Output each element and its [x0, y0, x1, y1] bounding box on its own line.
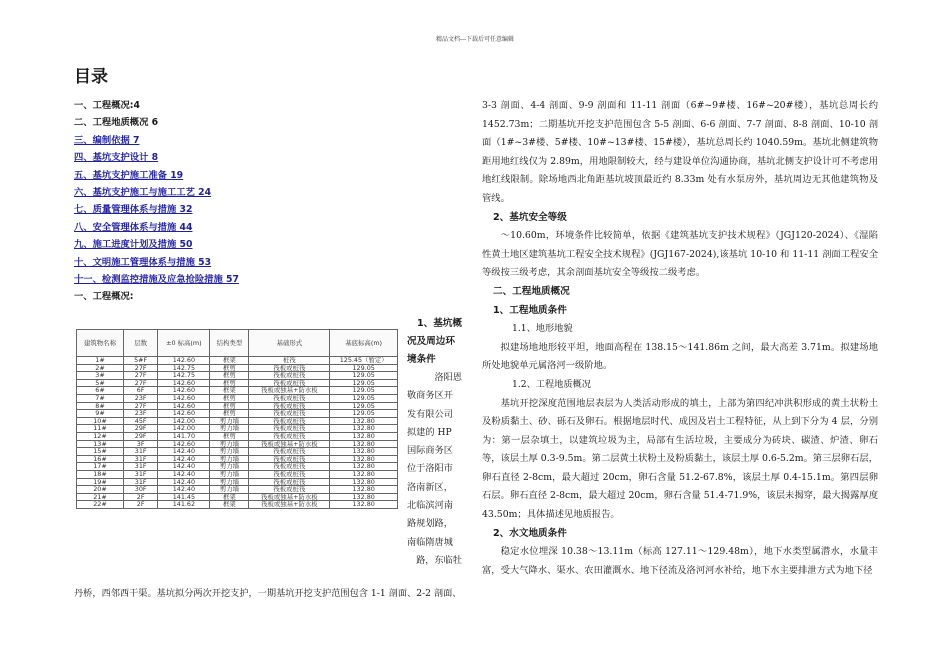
toc-link[interactable]: 七、质量管理体系与措施 32 [74, 204, 193, 216]
toc-link[interactable]: 六、基坑支护施工与施工工艺 24 [74, 186, 212, 198]
side-heading-line: 1、基坑概 [416, 318, 462, 329]
section-heading: 二、工程地质概况 [493, 285, 570, 297]
table-row [77, 486, 398, 494]
side-text-line: 国际商务区 [407, 445, 453, 457]
table-cell: 剪力墙 [210, 440, 249, 448]
table-cell: 框架 [210, 357, 249, 365]
table-cell: 142.75 [158, 372, 210, 380]
table-header-cell: 建筑物名称 [77, 330, 124, 357]
table-cell: 129.05 [330, 364, 398, 372]
table-cell: 27F [123, 372, 157, 380]
table-cell: 132.80 [330, 440, 398, 448]
table-cell: 框剪 [210, 394, 249, 402]
table-cell: 框架 [210, 493, 249, 501]
table-header-cell: 基础形式 [249, 330, 330, 357]
table-cell: 剪力墙 [210, 425, 249, 433]
table-cell: 框剪 [210, 379, 249, 387]
table-cell: 141.70 [158, 432, 210, 440]
paragraph: 基坑开挖深度范围地层表层为人类活动形成的填土，上部为第四纪冲洪积形成的黄土状粉土及粉质黏土、砂、砾石及卵石。根据地层时代、成因及岩土工程特征，从上到下分为 4 层，分别为：第一层杂填土，以建筑垃圾为主，局部有生活垃圾，主要成分为砖块、碳渣、炉渣、卵石等，该层土厚 0.3-9.5m。第二层黄土状粉土及粉质黏土，该层土厚 0.6-5.2m。第三层卵石层，卵石直径 2-8cm，最大超过 20cm，卵石含量 51.2-67.8%，该层土厚 0.4-15.1m。第四层卵石层。卵石直径 2-8cm，最大超过 20cm，卵石含量 51.4-71.9%，该层未揭穿，最大揭露厚度 43.50m；具体描述见地质报告。 [482, 397, 878, 521]
table-cell: 筏板或桩筏 [249, 470, 330, 478]
table-cell: 142.40 [158, 463, 210, 471]
table-cell: 筏板或独基+防水板 [249, 387, 330, 395]
table-cell: 剪力墙 [210, 448, 249, 456]
table-cell: 3F [123, 440, 157, 448]
table-cell: 142.60 [158, 379, 210, 387]
table-cell: 23F [123, 410, 157, 418]
right-column [482, 97, 878, 580]
table-cell: 剪力墙 [210, 470, 249, 478]
table-cell: 框剪 [210, 372, 249, 380]
table-header-row [77, 330, 398, 357]
table-cell: 141.62 [158, 501, 210, 509]
table-cell: 筏板或桩筏 [249, 455, 330, 463]
table-cell: 142.40 [158, 486, 210, 494]
table-cell: 17# [77, 463, 124, 471]
table-cell: 筏板或桩筏 [249, 372, 330, 380]
table-cell: 剪力墙 [210, 486, 249, 494]
table-row [77, 402, 398, 410]
table-cell: 2# [77, 364, 124, 372]
table-cell: 框剪 [210, 364, 249, 372]
side-text-line: 洛南新区， [407, 481, 453, 493]
table-cell: 筏板或桩筏 [249, 478, 330, 486]
table-cell: 27F [123, 364, 157, 372]
table-cell: 筏板或桩筏 [249, 425, 330, 433]
table-cell: 15# [77, 448, 124, 456]
table-cell: 132.80 [330, 463, 398, 471]
table-cell: 11# [77, 425, 124, 433]
table-cell: 132.80 [330, 432, 398, 440]
paragraph: 拟建场地地形较平坦，地面高程在 138.15～141.86m 之间，最大高差 3.71m。拟建场地所处地貌单元属洛河一级阶地。 [482, 341, 878, 372]
table-cell: 125.45（暂定） [330, 357, 398, 365]
table-row [77, 357, 398, 365]
table-row [77, 493, 398, 501]
table-cell: 30F [123, 486, 157, 494]
table-cell: 框架 [210, 387, 249, 395]
side-text-line: 位于洛阳市 [407, 463, 453, 475]
body-text-line: 丹桥，西邻西干渠。基坑拟分两次开挖支护，一期基坑开挖支护范围包含 1-1 剖面、2-2 剖面、 [74, 588, 462, 599]
table-header-cell: 层数 [123, 330, 157, 357]
side-heading-line: 境条件 [407, 354, 436, 365]
table-cell: 6# [77, 387, 124, 395]
table-cell: 31F [123, 455, 157, 463]
table-cell: 132.80 [330, 448, 398, 456]
table-cell: 13# [77, 440, 124, 448]
subsection-heading: 1.2、工程地质概况 [512, 378, 591, 390]
side-text-line: 洛阳恩 [434, 372, 462, 383]
table-row [77, 372, 398, 380]
table-row [77, 470, 398, 478]
page-header: 精品文档---下载后可任意编辑 [435, 36, 515, 43]
section-heading: 2、基坑安全等级 [493, 211, 567, 223]
table-cell: 129.05 [330, 402, 398, 410]
table-cell: 筏板或桩筏 [249, 379, 330, 387]
table-cell: 142.00 [158, 417, 210, 425]
table-cell: 132.80 [330, 478, 398, 486]
table-cell: 2F [123, 493, 157, 501]
table-cell: 142.75 [158, 364, 210, 372]
table-cell: 129.05 [330, 410, 398, 418]
toc-link[interactable]: 三、编制依据 7 [74, 134, 140, 146]
table-cell: 18# [77, 470, 124, 478]
side-text-line: 敬商务区开 [407, 390, 453, 402]
table-cell: 31F [123, 448, 157, 456]
table-cell: 筏板或桩筏 [249, 394, 330, 402]
table-cell: 142.40 [158, 448, 210, 456]
table-cell: 3# [77, 372, 124, 380]
table-cell: 筏板或桩筏 [249, 402, 330, 410]
section-heading: 1、工程地质条件 [493, 304, 567, 316]
table-cell: 129.05 [330, 379, 398, 387]
table-row [77, 501, 398, 509]
table-cell: 142.60 [158, 402, 210, 410]
table-cell: 23F [123, 394, 157, 402]
table-cell: 6F [123, 387, 157, 395]
table-cell: 20# [77, 486, 124, 494]
table-cell: 筏板或桩筏 [249, 410, 330, 418]
side-text-line: 发有限公司 [407, 408, 453, 420]
table-cell: 142.40 [158, 470, 210, 478]
toc-entry: 二、工程地质概况 6 [74, 117, 159, 129]
section-1-side-column [407, 315, 462, 570]
table-cell: 142.60 [158, 440, 210, 448]
toc-link[interactable]: 十、文明施工管理体系与措施 53 [74, 256, 212, 268]
toc-link[interactable]: 九、施工进度计划及措施 50 [74, 239, 193, 251]
table-cell: 21# [77, 493, 124, 501]
side-text-line: 南临隋唐城 [407, 536, 453, 548]
table-cell: 132.80 [330, 470, 398, 478]
table-cell: 框剪 [210, 402, 249, 410]
table-cell: 19# [77, 478, 124, 486]
table-cell: 31F [123, 463, 157, 471]
table-cell: 132.80 [330, 417, 398, 425]
table-cell: 筏板或独基+防水板 [249, 493, 330, 501]
paragraph: 稳定水位埋深 10.38～13.11m（标高 127.11～129.48m），地下水类型属潜水，水量丰富，受大气降水、渠水、农田灌溉水、地下径流及洛河河水补给，地下水主要排泄方式为地下径 [482, 546, 878, 576]
table-cell: 9# [77, 410, 124, 418]
table-cell: 剪力墙 [210, 455, 249, 463]
building-table [76, 329, 398, 509]
table-cell: 框剪 [210, 410, 249, 418]
table-cell: 筏板或桩筏 [249, 364, 330, 372]
table-cell: 剪力墙 [210, 417, 249, 425]
table-cell: 筏板或桩筏 [249, 463, 330, 471]
toc-link[interactable]: 八、安全管理体系与措施 44 [74, 221, 193, 233]
table-cell: 132.80 [330, 493, 398, 501]
table-cell: 7# [77, 394, 124, 402]
table-cell: 1# [77, 357, 124, 365]
table-cell: 27F [123, 402, 157, 410]
table-cell: 142.40 [158, 455, 210, 463]
table-row [77, 394, 398, 402]
table-cell: 筏板或独基+防水板 [249, 501, 330, 509]
table-row [77, 364, 398, 372]
table-cell: 132.80 [330, 455, 398, 463]
table-cell: 142.00 [158, 425, 210, 433]
toc-entry: 一、工程概况: [74, 291, 134, 303]
paragraph: 3-3 剖面、4-4 剖面、9-9 剖面和 11-11 剖面（6#~9#楼、16#~20#楼），基坑总周长约 1452.73m；二期基坑开挖支护范围包含 5-5 剖面、6-6 剖面、7-7 剖面、8-8 剖面、10-10 剖面（1#~3#楼、5#楼、10#~13#楼、15#楼），基坑总周长约 1040.59m。基坑北侧建筑物距用地红线仅为 2.89m，用地限制较大，经与建设单位沟通协商，基坑北侧支护设计可不考虑用地红线限制。除场地西北角距基坑坡顶最近约 8.33m 处有水泵房外，基坑周边无其他建筑物及管线。 [482, 100, 878, 204]
table-header-cell: 基底标高(m) [330, 330, 398, 357]
table-cell: 筏板或独基+防水板 [249, 440, 330, 448]
table-cell: 141.45 [158, 493, 210, 501]
side-text-line: 路，东临牡 [416, 554, 462, 566]
table-cell: 142.60 [158, 387, 210, 395]
table-cell: 16# [77, 455, 124, 463]
table-cell: 5# [77, 379, 124, 387]
toc-link[interactable]: 四、基坑支护设计 8 [74, 152, 159, 164]
table-cell: 10# [77, 417, 124, 425]
table-cell: 筏板或桩筏 [249, 432, 330, 440]
table-cell: 132.80 [330, 486, 398, 494]
table-cell: 筏板或桩筏 [249, 448, 330, 456]
table-cell: 2F [123, 501, 157, 509]
paragraph: ～10.60m，环境条件比较简单，依据《建筑基坑支护技术规程》（JGJ120-2024）、《湿陷性黄土地区建筑基坑工程安全技术规程》(JGJ167-2024),该基坑 10-10 和 11-11 剖面工程安全等级按三级考虑，其余剖面基坑安全等级按二级考虑。 [482, 230, 878, 279]
side-text-line: 北临滨河南 [407, 500, 453, 512]
side-heading-line: 况及周边环 [407, 336, 455, 347]
table-cell: 142.60 [158, 394, 210, 402]
table-cell: 5#F [123, 357, 157, 365]
table-cell: 剪力墙 [210, 463, 249, 471]
table-cell: 12# [77, 432, 124, 440]
toc-title: 目录 [74, 67, 108, 87]
side-text-line: 路规划路， [407, 518, 453, 530]
section-heading: 2、水文地质条件 [493, 527, 567, 539]
table-cell: 129.05 [330, 387, 398, 395]
table-cell: 27F [123, 379, 157, 387]
table-cell: 129.05 [330, 372, 398, 380]
table-header-cell: ±0 标高(m) [158, 330, 210, 357]
table-cell: 31F [123, 478, 157, 486]
table-cell: 29F [123, 425, 157, 433]
table-row [77, 379, 398, 387]
table-cell: 筏板或桩筏 [249, 486, 330, 494]
table-cell: 132.80 [330, 501, 398, 509]
table-cell: 132.80 [330, 425, 398, 433]
toc-entry: 一、工程概况:4 [74, 100, 140, 111]
table-cell: 29F [123, 432, 157, 440]
table-cell: 22# [77, 501, 124, 509]
table-cell: 142.60 [158, 357, 210, 365]
table-cell: 45F [123, 417, 157, 425]
table-cell: 8# [77, 402, 124, 410]
toc-link[interactable]: 十一、检测监控措施及应急抢险措施 57 [74, 273, 239, 285]
table-cell: 142.40 [158, 478, 210, 486]
subsection-heading: 1.1、地形地貌 [512, 323, 573, 335]
table-row [77, 432, 398, 440]
table-cell: 框架 [210, 501, 249, 509]
table-cell: 筏板或桩筏 [249, 417, 330, 425]
table-header-cell: 结构类型 [210, 330, 249, 357]
table-cell: 142.60 [158, 410, 210, 418]
table-cell: 129.05 [330, 394, 398, 402]
table-row [77, 387, 398, 395]
toc-link[interactable]: 五、基坑支护施工准备 19 [74, 169, 184, 181]
table-cell: 剪力墙 [210, 478, 249, 486]
table-cell: 桩筏 [249, 357, 330, 365]
table-cell: 框剪 [210, 432, 249, 440]
side-text-line: 拟建的 HP [407, 426, 452, 438]
table-cell: 31F [123, 470, 157, 478]
table-row [77, 425, 398, 433]
table-of-contents [74, 97, 444, 306]
